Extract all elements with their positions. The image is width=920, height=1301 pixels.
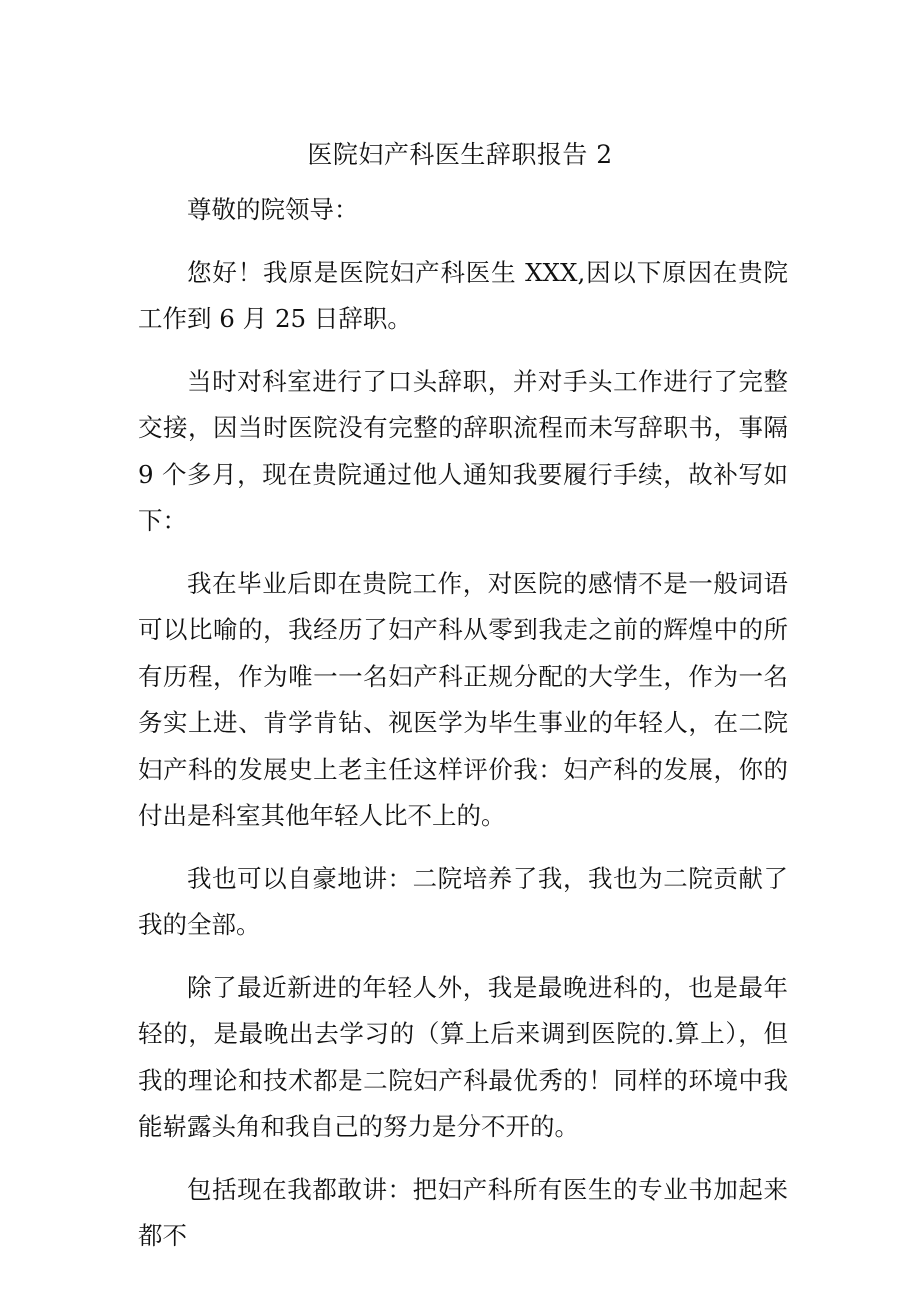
paragraph-achievement: 除了最近新进的年轻人外，我是最晚进科的，也是最年轻的，是最晚出去学习的（算上后来调到医院的.算上），但我的理论和技术都是二院妇产科最优秀的！同样的环境中我能崭露头角和我自己的努力是分不开的。 xyxy=(138,972,788,1141)
document-title: 医院妇产科医生辞职报告 2 xyxy=(307,140,613,169)
document-body xyxy=(138,187,788,1276)
salutation: 尊敬的院领导： xyxy=(187,195,359,224)
paragraph-pride: 我也可以自豪地讲：二院培养了我，我也为二院贡献了我的全部。 xyxy=(138,863,788,939)
paragraph-greeting: 您好！我原是医院妇产科医生 XXX,因以下原因在贵院工作到 6 月 25 日辞职。 xyxy=(138,257,788,333)
paragraph-handover: 当时对科室进行了口头辞职，并对手头工作进行了完整交接，因当时医院没有完整的辞职流程而未写辞职书，事隔 9 个多月，现在贵院通过他人通知我要履行手续，故补写如下： xyxy=(138,366,788,535)
paragraph-career: 我在毕业后即在贵院工作，对医院的感情不是一般词语可以比喻的，我经历了妇产科从零到我走之前的辉煌中的所有历程，作为唯一一名妇产科正规分配的大学生，作为一名务实上进、肯学肯钻、视医学为毕生事业的年轻人，在二院妇产科的发展史上老主任这样评价我：妇产科的发展，你的付出是科室其他年轻人比不上的。 xyxy=(138,568,788,830)
paragraph-expertise: 包括现在我都敢讲：把妇产科所有医生的专业书加起来都不 xyxy=(138,1174,788,1250)
